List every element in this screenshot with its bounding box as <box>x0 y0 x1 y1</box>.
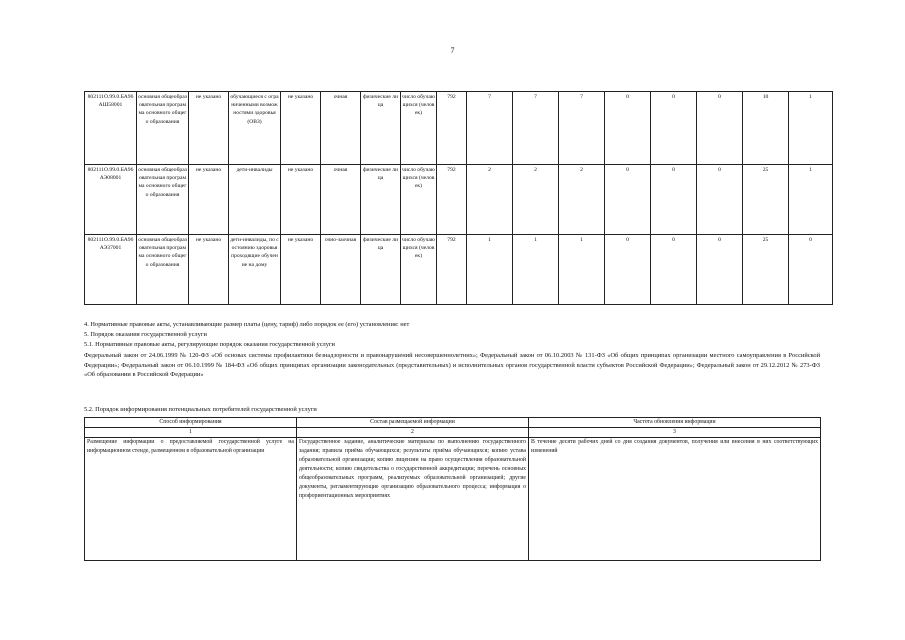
header-content: Состав размещаемой информации <box>297 418 529 428</box>
table-cell: очная <box>321 165 361 235</box>
column-number-2: 2 <box>297 428 529 438</box>
table-cell: 2 <box>559 165 605 235</box>
table-cell: 1 <box>559 235 605 305</box>
table-cell: 792 <box>437 235 467 305</box>
table-cell: 1 <box>513 235 559 305</box>
info-content-cell: Государственное задание, аналитические материалы по выполнению государственного задания; правила приёма обучающихся; результаты приёма обучающихся; копию устава образовательной организации; копию лицензии на право осуществления образовательной деятельности; копию свидетельства о государственной аккредитации; перечень основных общеобразовательных программ, реализуемых образовательной организацией; другие документы, регламентирующие организацию образовательного процесса; информация о профориентационных мероприятиях <box>297 438 529 561</box>
table-cell: не указано <box>189 165 229 235</box>
table-cell: не указано <box>281 165 321 235</box>
table-cell: 0 <box>651 92 697 165</box>
table-cell: обучающиеся с ограниченными возможностями здоровья (ОВЗ) <box>229 92 281 165</box>
table-row <box>85 235 833 305</box>
table-cell: 0 <box>651 165 697 235</box>
table-row <box>85 92 833 165</box>
info-table <box>84 417 821 561</box>
table-cell: 1 <box>789 165 833 235</box>
table-cell: 1 <box>467 235 513 305</box>
info-table-number-row <box>85 428 821 438</box>
table-cell: 0 <box>697 165 743 235</box>
paragraph-5-2: 5.2. Порядок информирования потенциальных потребителей государственной услуги <box>84 406 317 413</box>
table-cell: основная общеобразовательная программа основного общего образования <box>137 165 189 235</box>
table-cell: не указано <box>189 235 229 305</box>
table-cell: 7 <box>559 92 605 165</box>
table-cell: 0 <box>605 165 651 235</box>
table-cell: 7 <box>467 92 513 165</box>
table-cell: не указано <box>189 92 229 165</box>
table-cell: 0 <box>605 92 651 165</box>
paragraph-5-1: 5.1. Нормативные правовые акты, регулирующие порядок оказания государственной услуги <box>84 341 335 348</box>
table-cell: очная <box>321 92 361 165</box>
services-table <box>84 91 833 305</box>
table-cell: физические лица <box>361 235 401 305</box>
table-cell: 7 <box>513 92 559 165</box>
header-frequency: Частота обновления информации <box>529 418 821 428</box>
table-cell: дети-инвалиды <box>229 165 281 235</box>
table-cell: 2 <box>513 165 559 235</box>
table-cell: 792 <box>437 92 467 165</box>
table-cell: 2 <box>467 165 513 235</box>
table-cell: число обучающихся (человек) <box>401 92 437 165</box>
laws-text: Федеральный закон от 24.06.1999 № 120-ФЗ «Об основах системы профилактики безнадзорности и правонарушений несовершеннолетних»; Федеральный закон от 06.10.2003 № 131-ФЗ «Об общих принципах организации местного самоуправления в Российской Федерации»; Федеральный закон от 06.10.1999 № 184-ФЗ «Об общих принципах организации законодательных (представительных) и исполнительных органов государственной власти субъектов Российской Федерации»; Федеральный закон от 29.12.2012 № 273-ФЗ «Об образовании в Российской Федерации» <box>84 352 820 379</box>
paragraph-5: 5. Порядок оказания государственной услуги <box>84 331 207 338</box>
header-method: Способ информирования <box>85 418 297 428</box>
info-frequency-cell: В течение десяти рабочих дней со дня создания документов, получения или внесения в них соответствующих изменений <box>529 438 821 561</box>
table-cell: 25 <box>743 235 789 305</box>
paragraph-4: 4. Нормативные правовые акты, устанавливающие размер платы (цену, тариф) либо порядок ее (его) установления: нет <box>84 321 410 328</box>
info-table-header-row <box>85 418 821 428</box>
table-cell: 0 <box>697 92 743 165</box>
table-cell: 792 <box>437 165 467 235</box>
table-cell: дети-инвалиды, по состоянию здоровья проходящие обучение на дому <box>229 235 281 305</box>
table-cell: 0 <box>605 235 651 305</box>
table-cell: 802111О.99.0.БА96АЭ08001 <box>85 165 137 235</box>
table-cell: число обучающихся (человек) <box>401 235 437 305</box>
info-method-cell: Размещение информации о предоставляемой государственной услуге на информационном стенде, размещенном в образовательной организации <box>85 438 297 561</box>
column-number-3: 3 <box>529 428 821 438</box>
table-cell: 802111О.99.0.БА96АЭ37001 <box>85 235 137 305</box>
table-cell: 802111О.99.0.БА96АШ58001 <box>85 92 137 165</box>
info-table-body-row <box>85 438 821 561</box>
table-cell: не указано <box>281 92 321 165</box>
table-cell: очно-заочная <box>321 235 361 305</box>
table-cell: не указано <box>281 235 321 305</box>
table-cell: 25 <box>743 165 789 235</box>
table-cell: 1 <box>789 92 833 165</box>
column-number-1: 1 <box>85 428 297 438</box>
table-cell: число обучающихся (человек) <box>401 165 437 235</box>
page-number: 7 <box>450 46 455 55</box>
table-row <box>85 165 833 235</box>
table-cell: основная общеобразовательная программа основного общего образования <box>137 235 189 305</box>
table-cell: 0 <box>651 235 697 305</box>
table-cell: 10 <box>743 92 789 165</box>
table-cell: физические лица <box>361 92 401 165</box>
table-cell: физические лица <box>361 165 401 235</box>
table-cell: 0 <box>697 235 743 305</box>
table-cell: 0 <box>789 235 833 305</box>
table-cell: основная общеобразовательная программа основного общего образования <box>137 92 189 165</box>
